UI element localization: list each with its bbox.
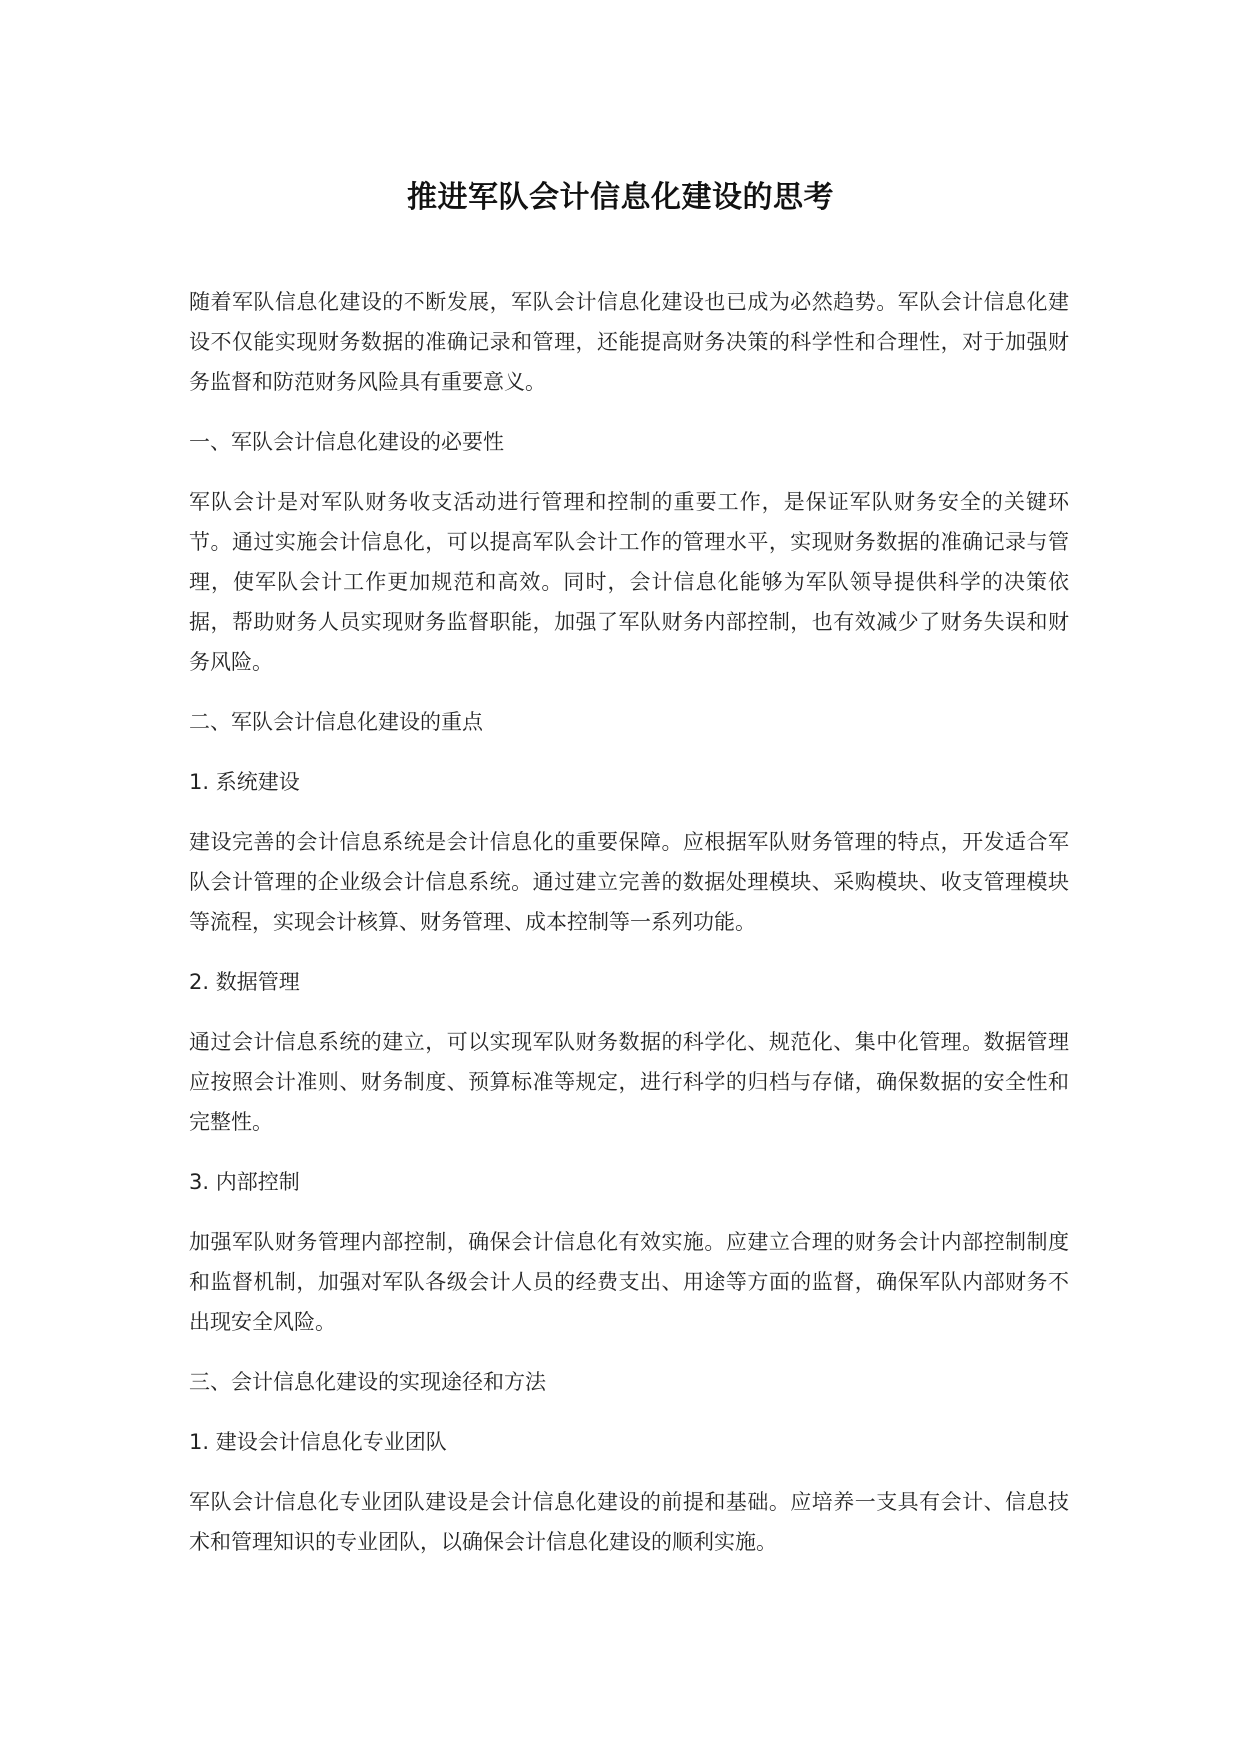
internal-control-paragraph: 加强军队财务管理内部控制，确保会计信息化有效实施。应建立合理的财务会计内部控制制度和监督机制，加强对军队各级会计人员的经费支出、用途等方面的监督，确保军队内部财务不出现安全风险。 <box>189 1230 1069 1334</box>
data-management-paragraph: 通过会计信息系统的建立，可以实现军队财务数据的科学化、规范化、集中化管理。数据管理应按照会计准则、财务制度、预算标准等规定，进行科学的归档与存储，确保数据的安全性和完整性。 <box>189 1030 1069 1134</box>
section-heading-key-points: 二、军队会计信息化建设的重点 <box>189 710 483 734</box>
section-heading-necessity: 一、军队会计信息化建设的必要性 <box>189 430 504 454</box>
system-construction-paragraph: 建设完善的会计信息系统是会计信息化的重要保障。应根据军队财务管理的特点，开发适合军队会计管理的企业级会计信息系统。通过建立完善的数据处理模块、采购模块、收支管理模块等流程，实现会计核算、财务管理、成本控制等一系列功能。 <box>189 830 1069 934</box>
professional-team-paragraph: 军队会计信息化专业团队建设是会计信息化建设的前提和基础。应培养一支具有会计、信息技术和管理知识的专业团队，以确保会计信息化建设的顺利实施。 <box>189 1490 1069 1554</box>
subheading-internal-control: 3. 内部控制 <box>189 1170 300 1194</box>
subheading-professional-team: 1. 建设会计信息化专业团队 <box>189 1430 447 1454</box>
intro-paragraph: 随着军队信息化建设的不断发展，军队会计信息化建设也已成为必然趋势。军队会计信息化建设不仅能实现财务数据的准确记录和管理，还能提高财务决策的科学性和合理性，对于加强财务监督和防范财务风险具有重要意义。 <box>189 290 1069 394</box>
subheading-system-construction: 1. 系统建设 <box>189 770 300 794</box>
necessity-paragraph: 军队会计是对军队财务收支活动进行管理和控制的重要工作，是保证军队财务安全的关键环节。通过实施会计信息化，可以提高军队会计工作的管理水平，实现财务数据的准确记录与管理，使军队会计工作更加规范和高效。同时，会计信息化能够为军队领导提供科学的决策依据，帮助财务人员实现财务监督职能，加强了军队财务内部控制，也有效减少了财务失误和财务风险。 <box>189 490 1069 674</box>
document-title: 推进军队会计信息化建设的思考 <box>407 180 834 215</box>
subheading-data-management: 2. 数据管理 <box>189 970 300 994</box>
section-heading-approaches: 三、会计信息化建设的实现途径和方法 <box>189 1370 546 1394</box>
document-body <box>189 282 1069 1582</box>
